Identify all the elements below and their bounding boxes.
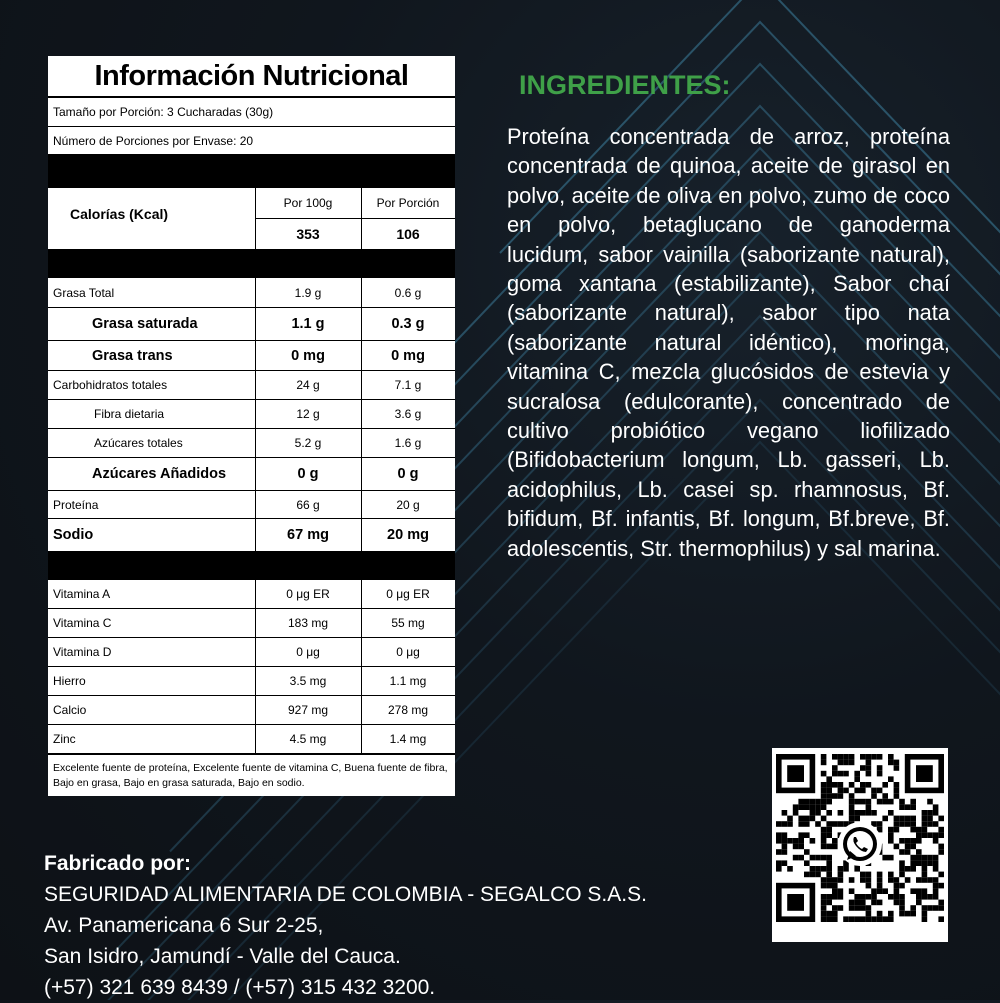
nutrient-value-per-portion: 0 μg ER (386, 587, 430, 601)
nutrient-value-per-100g: 4.5 mg (289, 732, 327, 746)
nutrient-value-per-100g: 183 mg (287, 616, 329, 630)
nutrient-label: Grasa saturada (92, 316, 198, 332)
nutrient-label: Grasa trans (92, 348, 173, 364)
nutrition-facts-table (48, 56, 455, 796)
vitamin-row (48, 696, 455, 725)
nutrient-value-per-portion: 20 g (396, 498, 420, 512)
nutrient-label: Vitamina D (53, 645, 112, 659)
vitamin-row (48, 609, 455, 638)
nutrient-value-per-100g: 0 g (297, 466, 319, 482)
nutrient-row (48, 341, 455, 371)
whatsapp-icon (838, 822, 882, 866)
nutrient-label: Vitamina C (53, 616, 112, 630)
nutrient-value-per-100g: 0 μg ER (286, 587, 330, 601)
servings-per-container: Número de Porciones por Envase: 20 (53, 134, 254, 148)
nutrient-value-per-portion: 278 mg (387, 703, 429, 717)
nutrient-label: Zinc (53, 732, 76, 746)
nutrient-label: Azúcares totales (94, 436, 183, 450)
manufacturer-address-line-1: Av. Panamericana 6 Sur 2-25, (44, 914, 324, 937)
nutrient-label: Proteína (53, 498, 99, 512)
calories-per-100g: 353 (296, 226, 320, 242)
nutrient-value-per-100g: 0 mg (291, 348, 325, 364)
column-header-per-portion: Por Porción (376, 196, 440, 210)
nutrient-row (48, 308, 455, 341)
nutrient-row (48, 278, 455, 308)
vitamin-row (48, 580, 455, 609)
manufacturer-phones: (+57) 321 639 8439 / (+57) 315 432 3200. (44, 976, 436, 999)
nutrient-label: Fibra dietaria (94, 407, 165, 421)
nutrient-value-per-portion: 20 mg (387, 527, 429, 543)
nutrient-label: Azúcares Añadidos (92, 466, 227, 482)
nutrient-label: Hierro (53, 674, 86, 688)
nutrient-value-per-portion: 55 mg (391, 616, 425, 630)
nutrition-claims-note: Excelente fuente de proteína, Excelente fuente de vitamina C, Buena fuente de fibra, Bajo en grasa, Bajo en grasa saturada, Bajo en sodio. (53, 762, 448, 789)
nutrient-value-per-portion: 0 μg (396, 645, 420, 659)
manufacturer-info (44, 848, 647, 1003)
nutrient-row (48, 371, 455, 400)
serving-size: Tamaño por Porción: 3 Cucharadas (30g) (53, 105, 274, 119)
nutrient-row (48, 400, 455, 429)
nutrient-label: Grasa Total (53, 286, 115, 300)
nutrient-value-per-portion: 0.3 g (391, 316, 425, 332)
vitamin-row (48, 638, 455, 667)
nutrient-value-per-100g: 12 g (296, 407, 320, 421)
nutrition-title: Información Nutricional (94, 60, 409, 92)
nutrient-value-per-100g: 927 mg (287, 703, 329, 717)
column-header-per-100g: Por 100g (283, 196, 333, 210)
vitamin-row (48, 667, 455, 696)
nutrient-value-per-portion: 1.4 mg (389, 732, 427, 746)
nutrient-value-per-100g: 67 mg (287, 527, 329, 543)
nutrient-label: Calcio (53, 703, 87, 717)
nutrient-label: Vitamina A (53, 587, 111, 601)
nutrient-value-per-100g: 0 μg (296, 645, 320, 659)
manufacturer-address-line-2: San Isidro, Jamundí - Valle del Cauca. (44, 945, 401, 968)
qr-code[interactable] (772, 748, 948, 942)
nutrient-label: Carbohidratos totales (53, 378, 168, 392)
vitamin-row (48, 725, 455, 754)
nutrient-row (48, 491, 455, 519)
nutrient-value-per-portion: 0 mg (391, 348, 425, 364)
nutrient-value-per-portion: 3.6 g (394, 407, 422, 421)
nutrient-value-per-portion: 0 g (397, 466, 419, 482)
nutrient-value-per-portion: 1.1 mg (389, 674, 427, 688)
nutrient-value-per-100g: 5.2 g (294, 436, 322, 450)
ingredients-title: INGREDIENTES: (519, 70, 731, 100)
nutrient-value-per-100g: 1.1 g (291, 316, 325, 332)
nutrient-value-per-portion: 0.6 g (394, 286, 422, 300)
manufacturer-company: SEGURIDAD ALIMENTARIA DE COLOMBIA - SEGALCO S.A.S. (44, 883, 647, 906)
nutrient-value-per-100g: 66 g (296, 498, 320, 512)
nutrient-value-per-100g: 24 g (296, 378, 320, 392)
calories-label: Calorías (Kcal) (70, 206, 169, 222)
calories-per-portion: 106 (396, 226, 420, 242)
nutrient-row (48, 429, 455, 458)
nutrient-value-per-100g: 3.5 mg (289, 674, 327, 688)
ingredients-text: Proteína concentrada de arroz, proteína concentrada de quinoa, aceite de girasol en polvo, aceite de oliva en polvo, zumo de coco en polvo, betaglucano de ganoderma lucidum, sabor vainilla (saborizante natural), goma xantana (estabilizante), Sabor chaí (saborizante natural), sabor tipo nata (saborizante natural idéntico), moringa, vitamina C, mezcla glucósidos de estevia y sucralosa (edulcorante), concentrado de cultivo probiótico vegano liofilizado (Bifidobacterium longum, Lb. gasseri, Lb. acidophilus, Lb. casei sp. rhamnosus, Bf. bifidum, Bf. infantis, Bf. longum, Bf.breve, Bf. adolescentis, Str. thermophilus) y sal marina. (507, 124, 950, 561)
nutrient-value-per-100g: 1.9 g (294, 286, 322, 300)
nutrient-row (48, 519, 455, 552)
nutrient-value-per-portion: 1.6 g (394, 436, 422, 450)
nutrient-value-per-portion: 7.1 g (394, 378, 422, 392)
nutrient-row (48, 458, 455, 491)
manufacturer-heading: Fabricado por: (44, 852, 192, 875)
nutrient-label: Sodio (53, 527, 94, 543)
